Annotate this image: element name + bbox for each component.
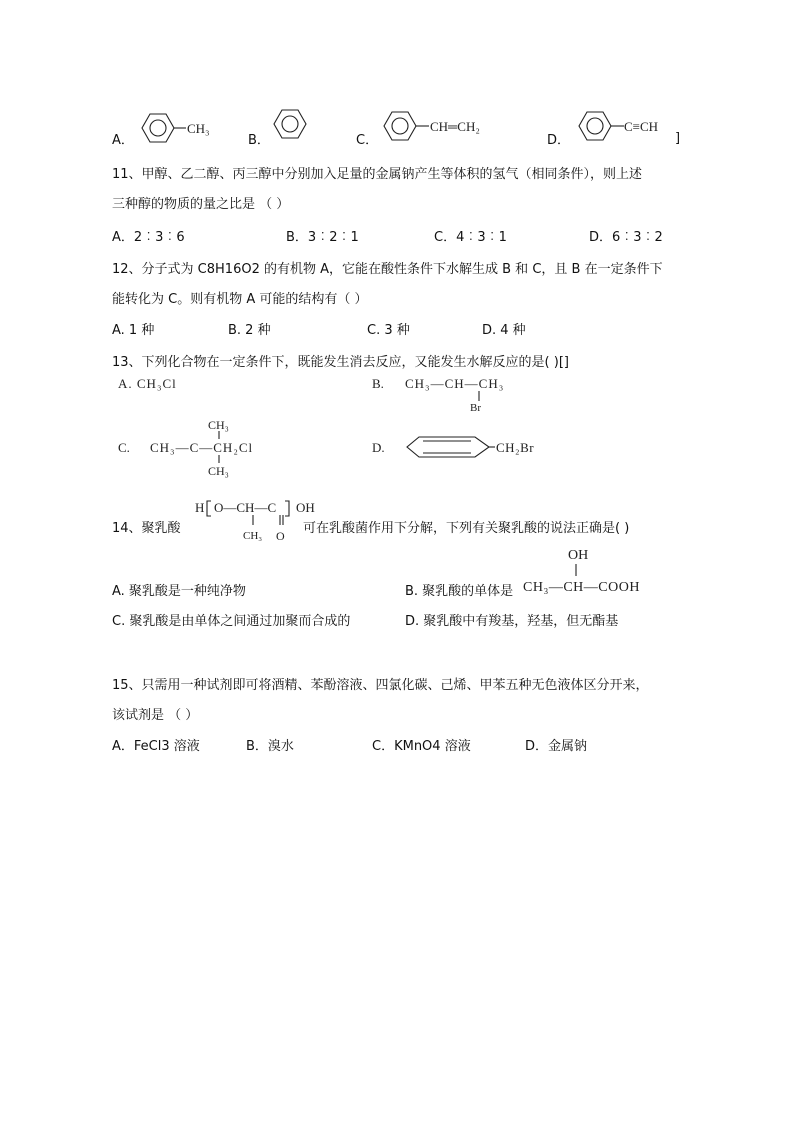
q11-option-d: D．6︰3︰2 [589,230,663,245]
q14-formula-left: H [195,500,205,515]
q11-option-a: A．2︰3︰6 [112,230,185,245]
q13-option-c-label: C. [118,440,130,455]
q14-formula-bottom-right: O [276,529,285,543]
benzene-ring-icon [405,435,493,461]
q15-option-d: D．金属钠 [525,739,588,754]
q10-option-a-substituent: CH₃ [187,121,210,136]
benzene-ring-icon [575,110,615,146]
q13-option-b-chain: CH₃—CH—CH₃ [405,376,505,391]
q13-option-b-branch: Br [470,402,481,414]
q14-option-b: B. 聚乳酸的单体是 [405,584,514,599]
q11-line2: 三种醇的物质的量之比是 （ ） [112,197,290,212]
q14-formula-bottom-left: CH₃ [243,530,263,542]
q11-option-b: B．3︰2︰1 [286,230,359,245]
q13-option-d-substituent: CH₂Br [496,440,535,455]
double-bond-line [278,515,286,527]
q14-option-b-formula-top: OH [568,548,589,563]
bond-line [611,124,625,128]
q15-option-b: B．溴水 [246,739,294,754]
q14-option-a: A. 聚乳酸是一种纯净物 [112,584,246,599]
benzene-ring-icon [270,108,310,144]
q14-formula-right: OH [296,500,315,515]
q11-line1: 11、甲醇、乙二醇、丙三醇中分别加入足量的金属钠产生等体积的氢气（相同条件），则上述 [112,167,643,182]
q10-option-d-letter: D． [547,133,571,148]
q13-option-d-label: D. [372,440,385,455]
q15-line2: 该试剂是 （ ） [112,708,199,723]
q13-line1: 13、下列化合物在一定条件下，既能发生消去反应，又能发生水解反应的是( )[] [112,355,569,370]
bond-line [251,515,255,527]
bracket-icon [205,500,213,518]
q10-trailing-bracket: ] [675,131,681,146]
bond-line [174,126,188,130]
q14-option-d: D. 聚乳酸中有羧基，羟基，但无酯基 [405,614,619,629]
q10-option-b-letter: B． [248,133,270,148]
benzene-ring-icon [380,110,420,146]
q14-option-b-formula-main: CH₃—CH—COOH [523,580,640,595]
q13-option-c-top: CH₃ [208,418,229,432]
bond-line [416,124,430,128]
q15-option-c: C．KMnO4 溶液 [372,739,471,754]
q12-option-c: C. 3 种 [367,323,410,338]
q13-option-a: A. CH₃Cl [118,376,177,391]
q14-formula-main: O—CH—C [214,500,277,515]
q14-prefix: 14、聚乳酸 [112,521,181,536]
q10-option-d-substituent: C≡CH [624,119,659,134]
q12-option-b: B. 2 种 [228,323,271,338]
q11-option-c: C．4︰3︰1 [434,230,507,245]
q15-option-a: A．FeCl3 溶液 [112,739,200,754]
q13-option-c-main: CH₃—C—CH₂Cl [150,440,254,455]
q10-option-c-substituent: CH═CH₂ [430,119,480,134]
q12-line1: 12、分子式为 C8H16O2 的有机物 A，它能在酸性条件下水解生成 B 和 C，且 B 在一定条件下 [112,262,663,277]
q12-option-d: D. 4 种 [482,323,526,338]
benzene-ring-icon [138,112,178,148]
q14-suffix: 可在乳酸菌作用下分解，下列有关聚乳酸的说法正确是( ) [303,521,630,536]
q10-option-c-letter: C． [356,133,379,148]
bond-line [574,564,578,578]
q12-option-a: A. 1 种 [112,323,155,338]
q13-option-c-bottom: CH₃ [208,464,229,478]
q12-line2: 能转化为 C。则有机物 A 可能的结构有（ ） [112,292,368,307]
q14-option-c: C. 聚乳酸是由单体之间通过加聚而合成的 [112,614,351,629]
q13-option-b-label: B. [372,376,384,391]
q15-line1: 15、只需用一种试剂即可将酒精、苯酚溶液、四氯化碳、己烯、甲苯五种无色液体区分开来， [112,678,649,693]
q10-option-a-letter: A． [112,133,134,148]
